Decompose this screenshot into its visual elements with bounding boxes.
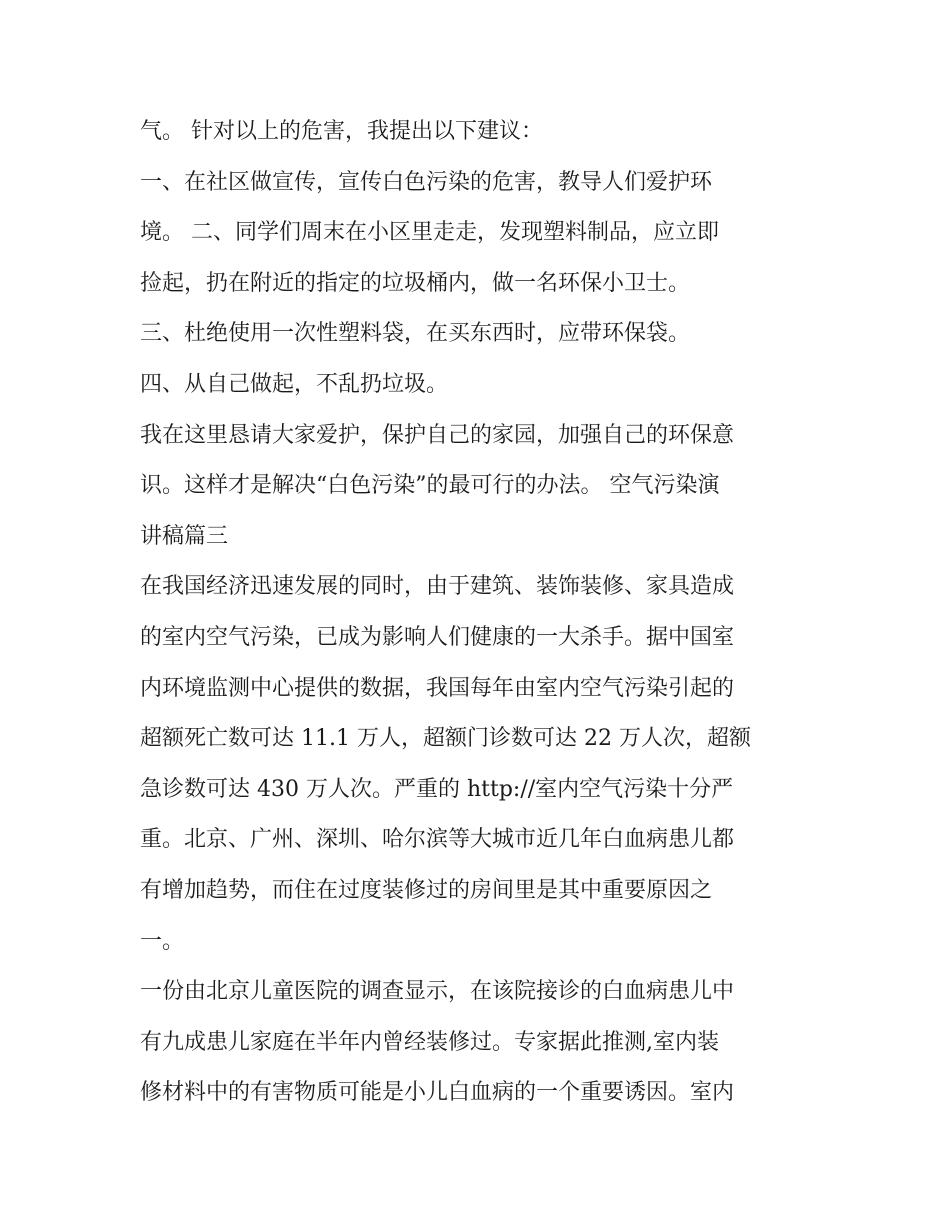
text-line: 在我国经济迅速发展的同时，由于建筑、装饰装修、家具造成 — [140, 574, 735, 600]
text-line: 境。 二、同学们周末在小区里走走，发现塑料制品，应立即 — [140, 220, 719, 246]
text-line: 三、杜绝使用一次性塑料袋，在买东西时，应带环保袋。 — [140, 321, 691, 347]
text-line: 一。 — [140, 928, 185, 954]
text-line: 急诊数可达 430 万人次。严重的 http://室内空气污染十分严 — [140, 776, 734, 802]
section-heading-line: 讲稿篇三 — [140, 523, 229, 549]
text-line: 的室内空气污染，已成为影响人们健康的一大杀手。据中国室 — [140, 624, 735, 650]
text-line: 内环境监测中心提供的数据，我国每年由室内空气污染引起的 — [140, 675, 735, 701]
text-line: 重。北京、广州、深圳、哈尔滨等大城市近几年白血病患儿都 — [140, 827, 735, 853]
text-line: 超额死亡数可达 11.1 万人，超额门诊数可达 22 万人次，超额 — [140, 726, 751, 752]
text-line: 修材料中的有害物质可能是小儿白血病的一个重要诱因。室内 — [140, 1080, 735, 1106]
text-line: 一份由北京儿童医院的调查显示，在该院接诊的白血病患儿中 — [140, 979, 735, 1005]
document-body — [140, 107, 820, 1119]
text-line: 有九成患儿家庭在半年内曾经装修过。专家据此推测,室内装 — [140, 1029, 719, 1055]
text-line: 捡起，扔在附近的指定的垃圾桶内，做一名环保小卫士。 — [140, 270, 691, 296]
text-line: 我在这里恳请大家爱护，保护自己的家园，加强自己的环保意 — [140, 422, 735, 448]
text-line: 识。这样才是解决“白色污染”的最可行的办法。 空气污染演 — [140, 473, 720, 499]
text-line: 一、在社区做宣传，宣传白色污染的危害，教导人们爱护环 — [140, 169, 713, 195]
text-line: 气。 针对以上的危害，我提出以下建议： — [140, 119, 543, 144]
text-line: 有增加趋势，而住在过度装修过的房间里是其中重要原因之 — [140, 877, 713, 903]
text-line: 四、从自己做起，不乱扔垃圾。 — [140, 371, 449, 397]
